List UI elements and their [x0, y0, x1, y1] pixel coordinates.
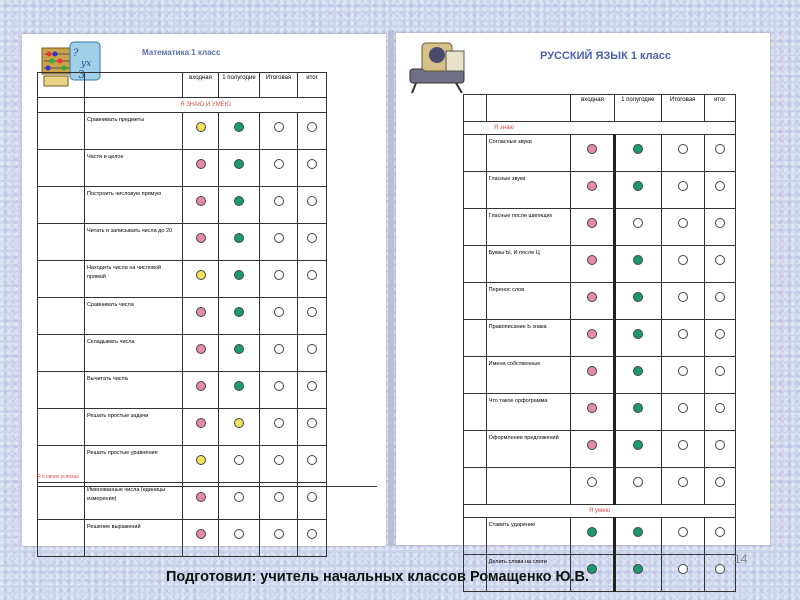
score-cell: [183, 520, 219, 557]
empty-dot-icon[interactable]: [715, 292, 725, 302]
row-margin-cell: [464, 209, 487, 246]
score-cell: [183, 298, 219, 335]
score-cell: [298, 372, 327, 409]
table-row: [464, 246, 736, 283]
skill-label: Ставить ударение: [486, 518, 570, 555]
green-dot-icon[interactable]: [234, 307, 244, 317]
score-cell: [615, 518, 661, 555]
empty-dot-icon[interactable]: [715, 329, 725, 339]
footer-divider: [37, 486, 377, 487]
score-cell: [298, 483, 327, 520]
score-cell: [704, 431, 735, 468]
score-cell: [661, 320, 704, 357]
empty-dot-icon[interactable]: [307, 307, 317, 317]
empty-dot-icon[interactable]: [307, 529, 317, 539]
empty-dot-icon[interactable]: [274, 381, 284, 391]
score-cell: [260, 261, 298, 298]
score-cell: [219, 335, 260, 372]
empty-dot-icon[interactable]: [587, 477, 597, 487]
empty-dot-icon[interactable]: [274, 307, 284, 317]
score-cell: [661, 518, 704, 555]
score-cell: [704, 555, 735, 592]
score-cell: [570, 135, 614, 172]
score-cell: [260, 150, 298, 187]
score-cell: [615, 172, 661, 209]
page-number: 14: [734, 552, 748, 566]
score-cell: [704, 246, 735, 283]
score-cell: [298, 261, 327, 298]
pink-dot-icon[interactable]: [587, 440, 597, 450]
skill-label: Части и целое: [85, 150, 183, 187]
green-dot-icon[interactable]: [587, 527, 597, 537]
empty-dot-icon[interactable]: [307, 344, 317, 354]
green-dot-icon[interactable]: [633, 255, 643, 265]
pink-dot-icon[interactable]: [196, 381, 206, 391]
header-half-year: 1 полугодие: [219, 73, 260, 98]
empty-dot-icon[interactable]: [307, 492, 317, 502]
empty-dot-icon[interactable]: [274, 344, 284, 354]
score-cell: [260, 224, 298, 261]
table-row: [38, 113, 327, 150]
table-row: [38, 409, 327, 446]
score-cell: [661, 394, 704, 431]
green-dot-icon[interactable]: [633, 527, 643, 537]
yellow-dot-icon[interactable]: [234, 418, 244, 428]
score-cell: [615, 320, 661, 357]
section-label: Я ЗНАЮ И УМЕЮ: [85, 98, 327, 113]
score-cell: [570, 209, 614, 246]
green-dot-icon[interactable]: [633, 366, 643, 376]
score-cell: [260, 372, 298, 409]
pink-dot-icon[interactable]: [587, 292, 597, 302]
score-cell: [260, 113, 298, 150]
score-cell: [298, 298, 327, 335]
math-title: Математика 1 класс: [142, 48, 221, 57]
russian-title: РУССКИЙ ЯЗЫК 1 класс: [540, 50, 671, 62]
header-final: Итоговая: [260, 73, 298, 98]
green-dot-icon[interactable]: [633, 144, 643, 154]
table-row: [38, 150, 327, 187]
book-spine: [388, 30, 394, 546]
math-footer-label: Я о своих успехах: [37, 474, 79, 480]
score-cell: [298, 335, 327, 372]
empty-dot-icon[interactable]: [307, 381, 317, 391]
row-margin-cell: [464, 518, 487, 555]
score-cell: [183, 150, 219, 187]
header-final: Итоговая: [661, 95, 704, 122]
empty-dot-icon[interactable]: [274, 455, 284, 465]
empty-dot-icon[interactable]: [715, 181, 725, 191]
score-cell: [615, 357, 661, 394]
green-dot-icon[interactable]: [633, 329, 643, 339]
table-row: [38, 520, 327, 557]
score-cell: [704, 320, 735, 357]
row-margin-cell: [38, 372, 85, 409]
section-row: [38, 98, 327, 113]
score-cell: [260, 446, 298, 483]
row-margin-cell: [38, 335, 85, 372]
section-label: Я умею: [464, 505, 736, 518]
skill-label: Оформление предложений: [486, 431, 570, 468]
score-cell: [570, 431, 614, 468]
score-cell: [615, 431, 661, 468]
skill-label: [486, 468, 570, 505]
empty-dot-icon[interactable]: [274, 492, 284, 502]
row-margin-cell: [38, 224, 85, 261]
yellow-dot-icon[interactable]: [196, 122, 206, 132]
score-cell: [183, 187, 219, 224]
empty-dot-icon[interactable]: [274, 122, 284, 132]
empty-dot-icon[interactable]: [307, 270, 317, 280]
table-row: [464, 357, 736, 394]
empty-dot-icon[interactable]: [715, 366, 725, 376]
pink-dot-icon[interactable]: [196, 233, 206, 243]
score-cell: [260, 187, 298, 224]
score-cell: [219, 224, 260, 261]
empty-dot-icon[interactable]: [633, 218, 643, 228]
empty-dot-icon[interactable]: [307, 159, 317, 169]
table-row: [464, 320, 736, 357]
row-margin-cell: [38, 409, 85, 446]
score-cell: [661, 209, 704, 246]
score-cell: [615, 555, 661, 592]
skill-label: Именованные числа (единицы измерения): [85, 483, 183, 520]
score-cell: [219, 261, 260, 298]
table-row: [464, 468, 736, 505]
section-row-know: [464, 122, 736, 135]
row-margin-cell: [38, 483, 85, 520]
score-cell: [219, 187, 260, 224]
table-row: [38, 372, 327, 409]
pink-dot-icon[interactable]: [587, 255, 597, 265]
empty-dot-icon[interactable]: [307, 455, 317, 465]
empty-dot-icon[interactable]: [678, 181, 688, 191]
green-dot-icon[interactable]: [234, 344, 244, 354]
score-cell: [704, 209, 735, 246]
score-cell: [219, 483, 260, 520]
credit-line: Подготовил: учитель начальных классов Ромащенко Ю.В.: [166, 569, 590, 585]
score-cell: [219, 446, 260, 483]
skill-label: Перенос слов: [486, 283, 570, 320]
green-dot-icon[interactable]: [633, 440, 643, 450]
pink-dot-icon[interactable]: [587, 218, 597, 228]
row-margin-cell: [464, 172, 487, 209]
skill-label: Решать простые уравнения: [85, 446, 183, 483]
table-row: [38, 224, 327, 261]
table-header-row: [464, 95, 736, 122]
skill-label: Решать простые задачи: [85, 409, 183, 446]
empty-dot-icon[interactable]: [633, 477, 643, 487]
score-cell: [615, 209, 661, 246]
score-cell: [183, 261, 219, 298]
score-cell: [570, 283, 614, 320]
skill-label: Гласные звуки: [486, 172, 570, 209]
score-cell: [661, 283, 704, 320]
row-margin-cell: [464, 135, 487, 172]
row-margin-cell: [38, 298, 85, 335]
table-row: [464, 135, 736, 172]
skill-label: Что такое орфограмма: [486, 394, 570, 431]
empty-dot-icon[interactable]: [678, 477, 688, 487]
skill-label: Имена собственные: [486, 357, 570, 394]
score-cell: [661, 357, 704, 394]
header-result: итог: [704, 95, 735, 122]
green-dot-icon[interactable]: [234, 196, 244, 206]
row-margin-cell: [464, 357, 487, 394]
score-cell: [615, 246, 661, 283]
row-margin-cell: [38, 520, 85, 557]
green-dot-icon[interactable]: [633, 181, 643, 191]
table-row: [464, 394, 736, 431]
score-cell: [219, 520, 260, 557]
row-margin-cell: [38, 261, 85, 298]
table-row: [464, 209, 736, 246]
pink-dot-icon[interactable]: [587, 144, 597, 154]
empty-dot-icon[interactable]: [234, 529, 244, 539]
pink-dot-icon[interactable]: [196, 529, 206, 539]
section-row-can: [464, 505, 736, 518]
score-cell: [704, 172, 735, 209]
pink-dot-icon[interactable]: [587, 329, 597, 339]
score-cell: [219, 150, 260, 187]
empty-dot-icon[interactable]: [678, 255, 688, 265]
score-cell: [298, 150, 327, 187]
section-label: Я знаю: [464, 122, 736, 135]
empty-dot-icon[interactable]: [715, 564, 725, 574]
green-dot-icon[interactable]: [234, 381, 244, 391]
empty-dot-icon[interactable]: [678, 564, 688, 574]
empty-dot-icon[interactable]: [274, 196, 284, 206]
russian-logo-icon: [406, 35, 474, 95]
score-cell: [298, 224, 327, 261]
skill-label: Согласные звуки: [486, 135, 570, 172]
green-dot-icon[interactable]: [633, 292, 643, 302]
header-half-year: 1 полугодие: [615, 95, 661, 122]
empty-dot-icon[interactable]: [715, 527, 725, 537]
math-table: [37, 72, 327, 557]
skill-label: Читать и записывать числа до 20: [85, 224, 183, 261]
green-dot-icon[interactable]: [633, 564, 643, 574]
green-dot-icon[interactable]: [633, 403, 643, 413]
empty-dot-icon[interactable]: [678, 144, 688, 154]
empty-dot-icon[interactable]: [715, 218, 725, 228]
score-cell: [219, 409, 260, 446]
table-row: [38, 335, 327, 372]
empty-dot-icon[interactable]: [715, 403, 725, 413]
pink-dot-icon[interactable]: [196, 344, 206, 354]
score-cell: [298, 187, 327, 224]
green-dot-icon[interactable]: [234, 159, 244, 169]
empty-dot-icon[interactable]: [307, 418, 317, 428]
skill-label: Вычитать числа: [85, 372, 183, 409]
score-cell: [661, 468, 704, 505]
russian-table: [463, 94, 736, 592]
score-cell: [260, 335, 298, 372]
row-margin-cell: [38, 113, 85, 150]
score-cell: [661, 135, 704, 172]
pink-dot-icon[interactable]: [196, 196, 206, 206]
score-cell: [260, 520, 298, 557]
table-row: [38, 446, 327, 483]
score-cell: [704, 357, 735, 394]
empty-dot-icon[interactable]: [678, 527, 688, 537]
pink-dot-icon[interactable]: [196, 159, 206, 169]
pink-dot-icon[interactable]: [196, 418, 206, 428]
row-margin-cell: [464, 394, 487, 431]
row-margin-cell: [464, 468, 487, 505]
score-cell: [570, 468, 614, 505]
empty-dot-icon[interactable]: [715, 255, 725, 265]
skill-label: Находить числа на числовой прямой: [85, 261, 183, 298]
yellow-dot-icon[interactable]: [196, 455, 206, 465]
green-dot-icon[interactable]: [234, 270, 244, 280]
skill-label: Сравнивать числа: [85, 298, 183, 335]
score-cell: [661, 172, 704, 209]
score-cell: [704, 518, 735, 555]
score-cell: [704, 468, 735, 505]
score-cell: [183, 224, 219, 261]
pink-dot-icon[interactable]: [587, 403, 597, 413]
math-rows: [38, 113, 327, 557]
empty-dot-icon[interactable]: [678, 218, 688, 228]
score-cell: [661, 555, 704, 592]
skill-label: Решение выражений: [85, 520, 183, 557]
empty-dot-icon[interactable]: [274, 159, 284, 169]
empty-dot-icon[interactable]: [307, 122, 317, 132]
math-page: [22, 34, 386, 546]
score-cell: [219, 372, 260, 409]
green-dot-icon[interactable]: [234, 122, 244, 132]
score-cell: [570, 246, 614, 283]
pink-dot-icon[interactable]: [587, 366, 597, 376]
row-margin-cell: [38, 187, 85, 224]
header-result: итог: [298, 73, 327, 98]
pink-dot-icon[interactable]: [587, 181, 597, 191]
table-row: [38, 261, 327, 298]
skill-label: Построить числовую прямую: [85, 187, 183, 224]
score-cell: [260, 483, 298, 520]
score-cell: [183, 335, 219, 372]
table-row: [464, 431, 736, 468]
green-dot-icon[interactable]: [234, 233, 244, 243]
score-cell: [615, 394, 661, 431]
row-margin-cell: [464, 431, 487, 468]
empty-dot-icon[interactable]: [307, 196, 317, 206]
table-row: [464, 518, 736, 555]
empty-dot-icon[interactable]: [307, 233, 317, 243]
empty-dot-icon[interactable]: [678, 292, 688, 302]
score-cell: [704, 394, 735, 431]
empty-dot-icon[interactable]: [678, 329, 688, 339]
svg-text:3: 3: [78, 68, 85, 81]
empty-dot-icon[interactable]: [234, 492, 244, 502]
header-entry: входная: [570, 95, 614, 122]
score-cell: [704, 283, 735, 320]
score-cell: [704, 135, 735, 172]
score-cell: [183, 372, 219, 409]
svg-text:?: ?: [73, 48, 79, 59]
score-cell: [298, 113, 327, 150]
pink-dot-icon[interactable]: [196, 307, 206, 317]
empty-dot-icon[interactable]: [678, 366, 688, 376]
score-cell: [570, 394, 614, 431]
header-entry: входная: [183, 73, 219, 98]
score-cell: [570, 357, 614, 394]
skill-label: Буквы Ы, И после Ц: [486, 246, 570, 283]
skill-label: Гласные после шипящих: [486, 209, 570, 246]
table-row: [38, 187, 327, 224]
score-cell: [570, 320, 614, 357]
score-cell: [298, 409, 327, 446]
empty-dot-icon[interactable]: [274, 529, 284, 539]
row-margin-cell: [464, 246, 487, 283]
score-cell: [615, 468, 661, 505]
score-cell: [183, 409, 219, 446]
row-margin-cell: [464, 283, 487, 320]
score-cell: [661, 431, 704, 468]
table-header-row: [38, 73, 327, 98]
pink-dot-icon[interactable]: [196, 492, 206, 502]
skill-label: Складывать числа: [85, 335, 183, 372]
table-row: [38, 483, 327, 520]
score-cell: [219, 298, 260, 335]
empty-dot-icon[interactable]: [715, 477, 725, 487]
score-cell: [260, 409, 298, 446]
empty-dot-icon[interactable]: [678, 440, 688, 450]
table-row: [38, 298, 327, 335]
score-cell: [183, 483, 219, 520]
row-margin-cell: [464, 320, 487, 357]
empty-dot-icon[interactable]: [274, 418, 284, 428]
score-cell: [260, 298, 298, 335]
score-cell: [615, 135, 661, 172]
empty-dot-icon[interactable]: [715, 144, 725, 154]
score-cell: [570, 518, 614, 555]
empty-dot-icon[interactable]: [234, 455, 244, 465]
skill-label: Сравнивать предметы: [85, 113, 183, 150]
score-cell: [298, 446, 327, 483]
svg-text:yx: yx: [81, 59, 92, 69]
score-cell: [661, 246, 704, 283]
table-row: [464, 172, 736, 209]
score-cell: [219, 113, 260, 150]
table-row: [464, 283, 736, 320]
empty-dot-icon[interactable]: [274, 270, 284, 280]
score-cell: [570, 172, 614, 209]
skill-label: Делить слова на слоги: [486, 555, 570, 592]
empty-dot-icon[interactable]: [274, 233, 284, 243]
score-cell: [298, 520, 327, 557]
score-cell: [183, 446, 219, 483]
row-margin-cell: [38, 150, 85, 187]
empty-dot-icon[interactable]: [678, 403, 688, 413]
russian-rows-know: [464, 135, 736, 505]
skill-label: Правописание Ь знака: [486, 320, 570, 357]
yellow-dot-icon[interactable]: [196, 270, 206, 280]
empty-dot-icon[interactable]: [715, 440, 725, 450]
score-cell: [183, 113, 219, 150]
score-cell: [615, 283, 661, 320]
